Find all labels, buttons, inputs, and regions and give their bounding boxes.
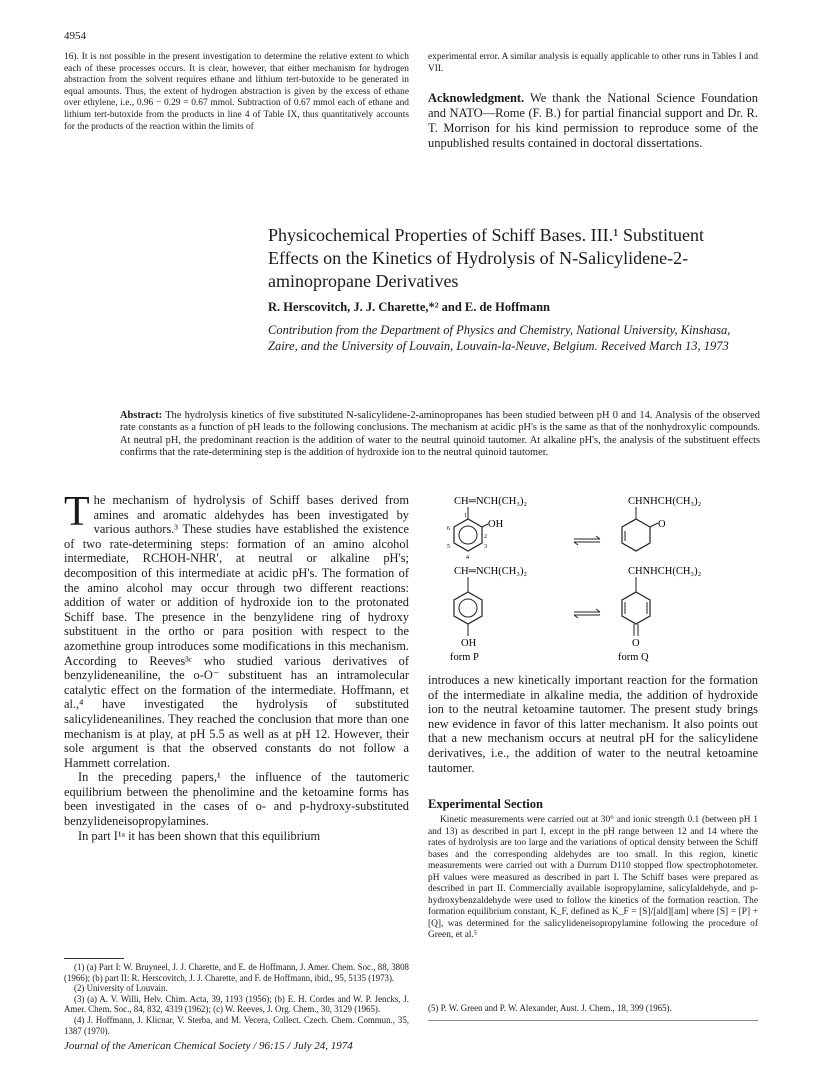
scheme-top-right-formula: CHNHCH(CH₃)₂ bbox=[628, 496, 702, 507]
tautomer-scheme bbox=[428, 492, 758, 672]
footnote-rule-right bbox=[428, 1020, 758, 1021]
article-title: Physicochemical Properties of Schiff Bases. III.¹ Substituent Effects on the Kinetics of Hydrolysis of N-Salicylidene-2-aminopropane Derivatives bbox=[268, 225, 704, 291]
scheme-bond bbox=[650, 523, 658, 527]
equilibrium-arrow-icon bbox=[574, 536, 600, 545]
top-left-paragraph: 16). It is not possible in the present investigation to determine the relative extent to which each of these processes occurs. It is clear, however, that either mechanism for hydrogen abstraction from the solvent requires ethane and lithium tert-butoxide to be generated in equal amounts. Thus, the extent of hydrogen abstraction is given by the excess of ethane over ethylene, i.e., 0.96 − 0.29 = 0.67 mmol. Subtraction of 0.67 mmol each of ethane and lithium tert-butoxide from the products in line 4 of Table IX, thus quantitatively accounts for the products of the reaction within the limits of bbox=[64, 52, 409, 132]
footnote-1: (1) (a) Part I: W. Bruyneel, J. J. Charette, and E. de Hoffmann, J. Amer. Chem. Soc., 88, 3808 (1966); (b) part II: R. Herscovitch, J. J. Charette, and F. de Hoffmann, ibid., 95, 5135 (1973). bbox=[64, 962, 409, 983]
page-number: 4954 bbox=[64, 30, 86, 42]
body-left-column bbox=[64, 489, 409, 843]
body-paragraph-2: In the preceding papers,¹ the influence of the tautomeric equilibrium between the phenolimine and the ketoamine forms has been investigated in the cases of o- and p-hydroxy-substituted benzylideneisopropylamines. bbox=[64, 770, 409, 829]
acknowledgment-text: We thank the National Science Foundation and NATO—Rome (F. B.) for partial financial support and Dr. R. T. Morrison for his kind permission to reproduce some of the unpublished results contained in doctoral dissertations. bbox=[428, 91, 758, 150]
affiliation: Contribution from the Department of Physics and Chemistry, National University, Kinshasa, Zaire, and the University of Louvain, Louvain-la-Neuve, Belgium. Received March 13, 1973 bbox=[268, 323, 731, 353]
abstract-text: The hydrolysis kinetics of five substituted N-salicylidene-2-aminopropanes has been studied between pH 0 and 14. Analysis of the observed rate constants as a function of pH leads to the following conclusions. The mechanism at acidic pH's is the same as that of the nonhydroxylic compounds. At neutral pH, the predominant reaction is the addition of water to the neutral quinoid tautomer. At alkaline pH's, the analysis of the substituent effects confirms that the rate-determining step is the addition of hydroxide ion to the neutral quinoid tautomer. bbox=[120, 410, 760, 459]
aromatic-circle-icon bbox=[459, 599, 477, 617]
benzene-ring-icon bbox=[454, 592, 482, 624]
scheme-bottom-right-o: O bbox=[632, 638, 640, 649]
equilibrium-arrow-icon bbox=[574, 609, 600, 618]
ring-number-6: 6 bbox=[447, 526, 450, 532]
aromatic-circle-icon bbox=[459, 526, 477, 544]
footnote-4: (4) J. Hoffmann, J. Klicnar, V. Sterba, and M. Vecera, Collect. Czech. Chem. Commun., 35, 1387 (1970). bbox=[64, 1014, 409, 1036]
scheme-top-right-o: O bbox=[658, 519, 666, 530]
scheme-bottom-right-formula: CHNHCH(CH₃)₂ bbox=[628, 566, 702, 577]
body-paragraph-1: he mechanism of hydrolysis of Schiff bases derived from amines and aromatic aldehydes has been investigated by various authors.³ These studies have established the existence of two rate-determining steps: formation of an amino alcohol intermediate, RCHOH-NHR′, at neutral or alkaline pH's; decomposition of this intermediate at acidic pH's. The formation of the amino alcohol may occur through two different reactions: addition of water or addition of hydroxide ion to the protonated Schiff base. The presence in the benzylidene ring of hydroxy substituent in the ortho or para position with respect to the azomethine group introduces some modifications in this mechanism. According to Reeves³ᶜ who studied various derivatives of benzylideneaniline, the o-O⁻ substituent has an intramolecular catalytic effect on the formation of the intermediate. Hoffmann, et al.,⁴ have investigated the hydrolysis of substituted salicylideneanilines. They reached the conclusion that more than one mechanism is at play, at pH 5.5 as well as at pH 12. However, their sole argument is that the observed constants do not follow a Hammett correlation. bbox=[64, 493, 409, 770]
ring-number-2: 2 bbox=[484, 534, 487, 540]
scheme-bottom-left-oh: OH bbox=[461, 638, 477, 649]
acknowledgment-head: Acknowledgment. bbox=[428, 91, 525, 105]
section-heading-experimental: Experimental Section bbox=[428, 797, 543, 811]
acknowledgment bbox=[428, 91, 758, 151]
drop-cap: T bbox=[64, 489, 90, 535]
ring-number-3: 3 bbox=[484, 544, 487, 550]
scheme-top-left-oh: OH bbox=[488, 519, 504, 530]
scheme-bottom-left-formula: CH═NCH(CH₃)₂ bbox=[454, 566, 528, 577]
ring-number-4: 4 bbox=[466, 555, 469, 561]
ring-number-1: 1 bbox=[464, 513, 467, 519]
scheme-top-left-formula: CH═NCH(CH₃)₂ bbox=[454, 496, 528, 507]
footnote-3: (3) (a) A. V. Willi, Helv. Chim. Acta, 39, 1193 (1956); (b) E. H. Cordes and W. P. Jencks, J. Amer. Chem. Soc., 84, 832, 4319 (1962); (c) W. Reeves, J. Org. Chem., 30, 3129 (1965). bbox=[64, 993, 409, 1015]
top-right-paragraph: experimental error. A similar analysis is equally applicable to other runs in Tables I and VII. bbox=[428, 52, 758, 74]
experimental-text: Kinetic measurements were carried out at 30° and ionic strength 0.1 (between pH 1 and 13) as described in part I, except in the pH range between 12 and 14 where the rates of hydrolysis are too large and the variations of optical density between the Schiff bases and the corresponding aldehydes are too small. In this region, kinetic measurements were carried out with a Durrum D110 stopped flow spectrophotometer. pH values were measured as described in part I. The Schiff bases were prepared as described in part II. Commercially available isopropylamine, salicylaldehyde, and p-hydroxybenzaldehyde were used to follow the kinetics of the formation reaction. The formation equilibrium constant, K_F, defined as K_F = [S]/[ald][am] where [S] = [P] + [Q], was determined for the salicylideneisopropylamine following the procedure of Green, et al.⁵ bbox=[428, 815, 758, 940]
abstract bbox=[120, 410, 760, 460]
right-paragraph-1: introduces a new kinetically important reaction for the formation of the intermediate in alkaline media, the addition of hydroxide ion to the neutral ketoamine tautomer. The present study brings new evidence in favor of this latter mechanism. It also points out that a new mechanism occurs at neutral pH for the salicylidene derivatives, i.e., the addition of water to the neutral ketoamine tautomer. bbox=[428, 673, 758, 775]
footnotes-left bbox=[64, 962, 409, 1036]
benzene-ring-icon bbox=[454, 519, 482, 551]
body-paragraph-3: In part I¹ᵃ it has been shown that this equilibrium bbox=[78, 828, 321, 843]
form-p-label: form P bbox=[450, 652, 479, 663]
abstract-label: Abstract: bbox=[120, 410, 163, 421]
ring-number-5: 5 bbox=[447, 544, 450, 550]
footnote-5: (5) P. W. Green and P. W. Alexander, Aust. J. Chem., 18, 399 (1965). bbox=[428, 1003, 672, 1013]
footnote-rule bbox=[64, 958, 124, 959]
quinoid-ring-icon bbox=[622, 519, 650, 551]
footnote-2: (2) University of Louvain. bbox=[74, 983, 168, 994]
form-q-label: form Q bbox=[618, 652, 649, 663]
journal-footer: Journal of the American Chemical Society / 96:15 / July 24, 1974 bbox=[64, 1040, 353, 1052]
authors: R. Herscovitch, J. J. Charette,*² and E. de Hoffmann bbox=[268, 300, 550, 314]
quinoid-ring-icon bbox=[622, 592, 650, 624]
